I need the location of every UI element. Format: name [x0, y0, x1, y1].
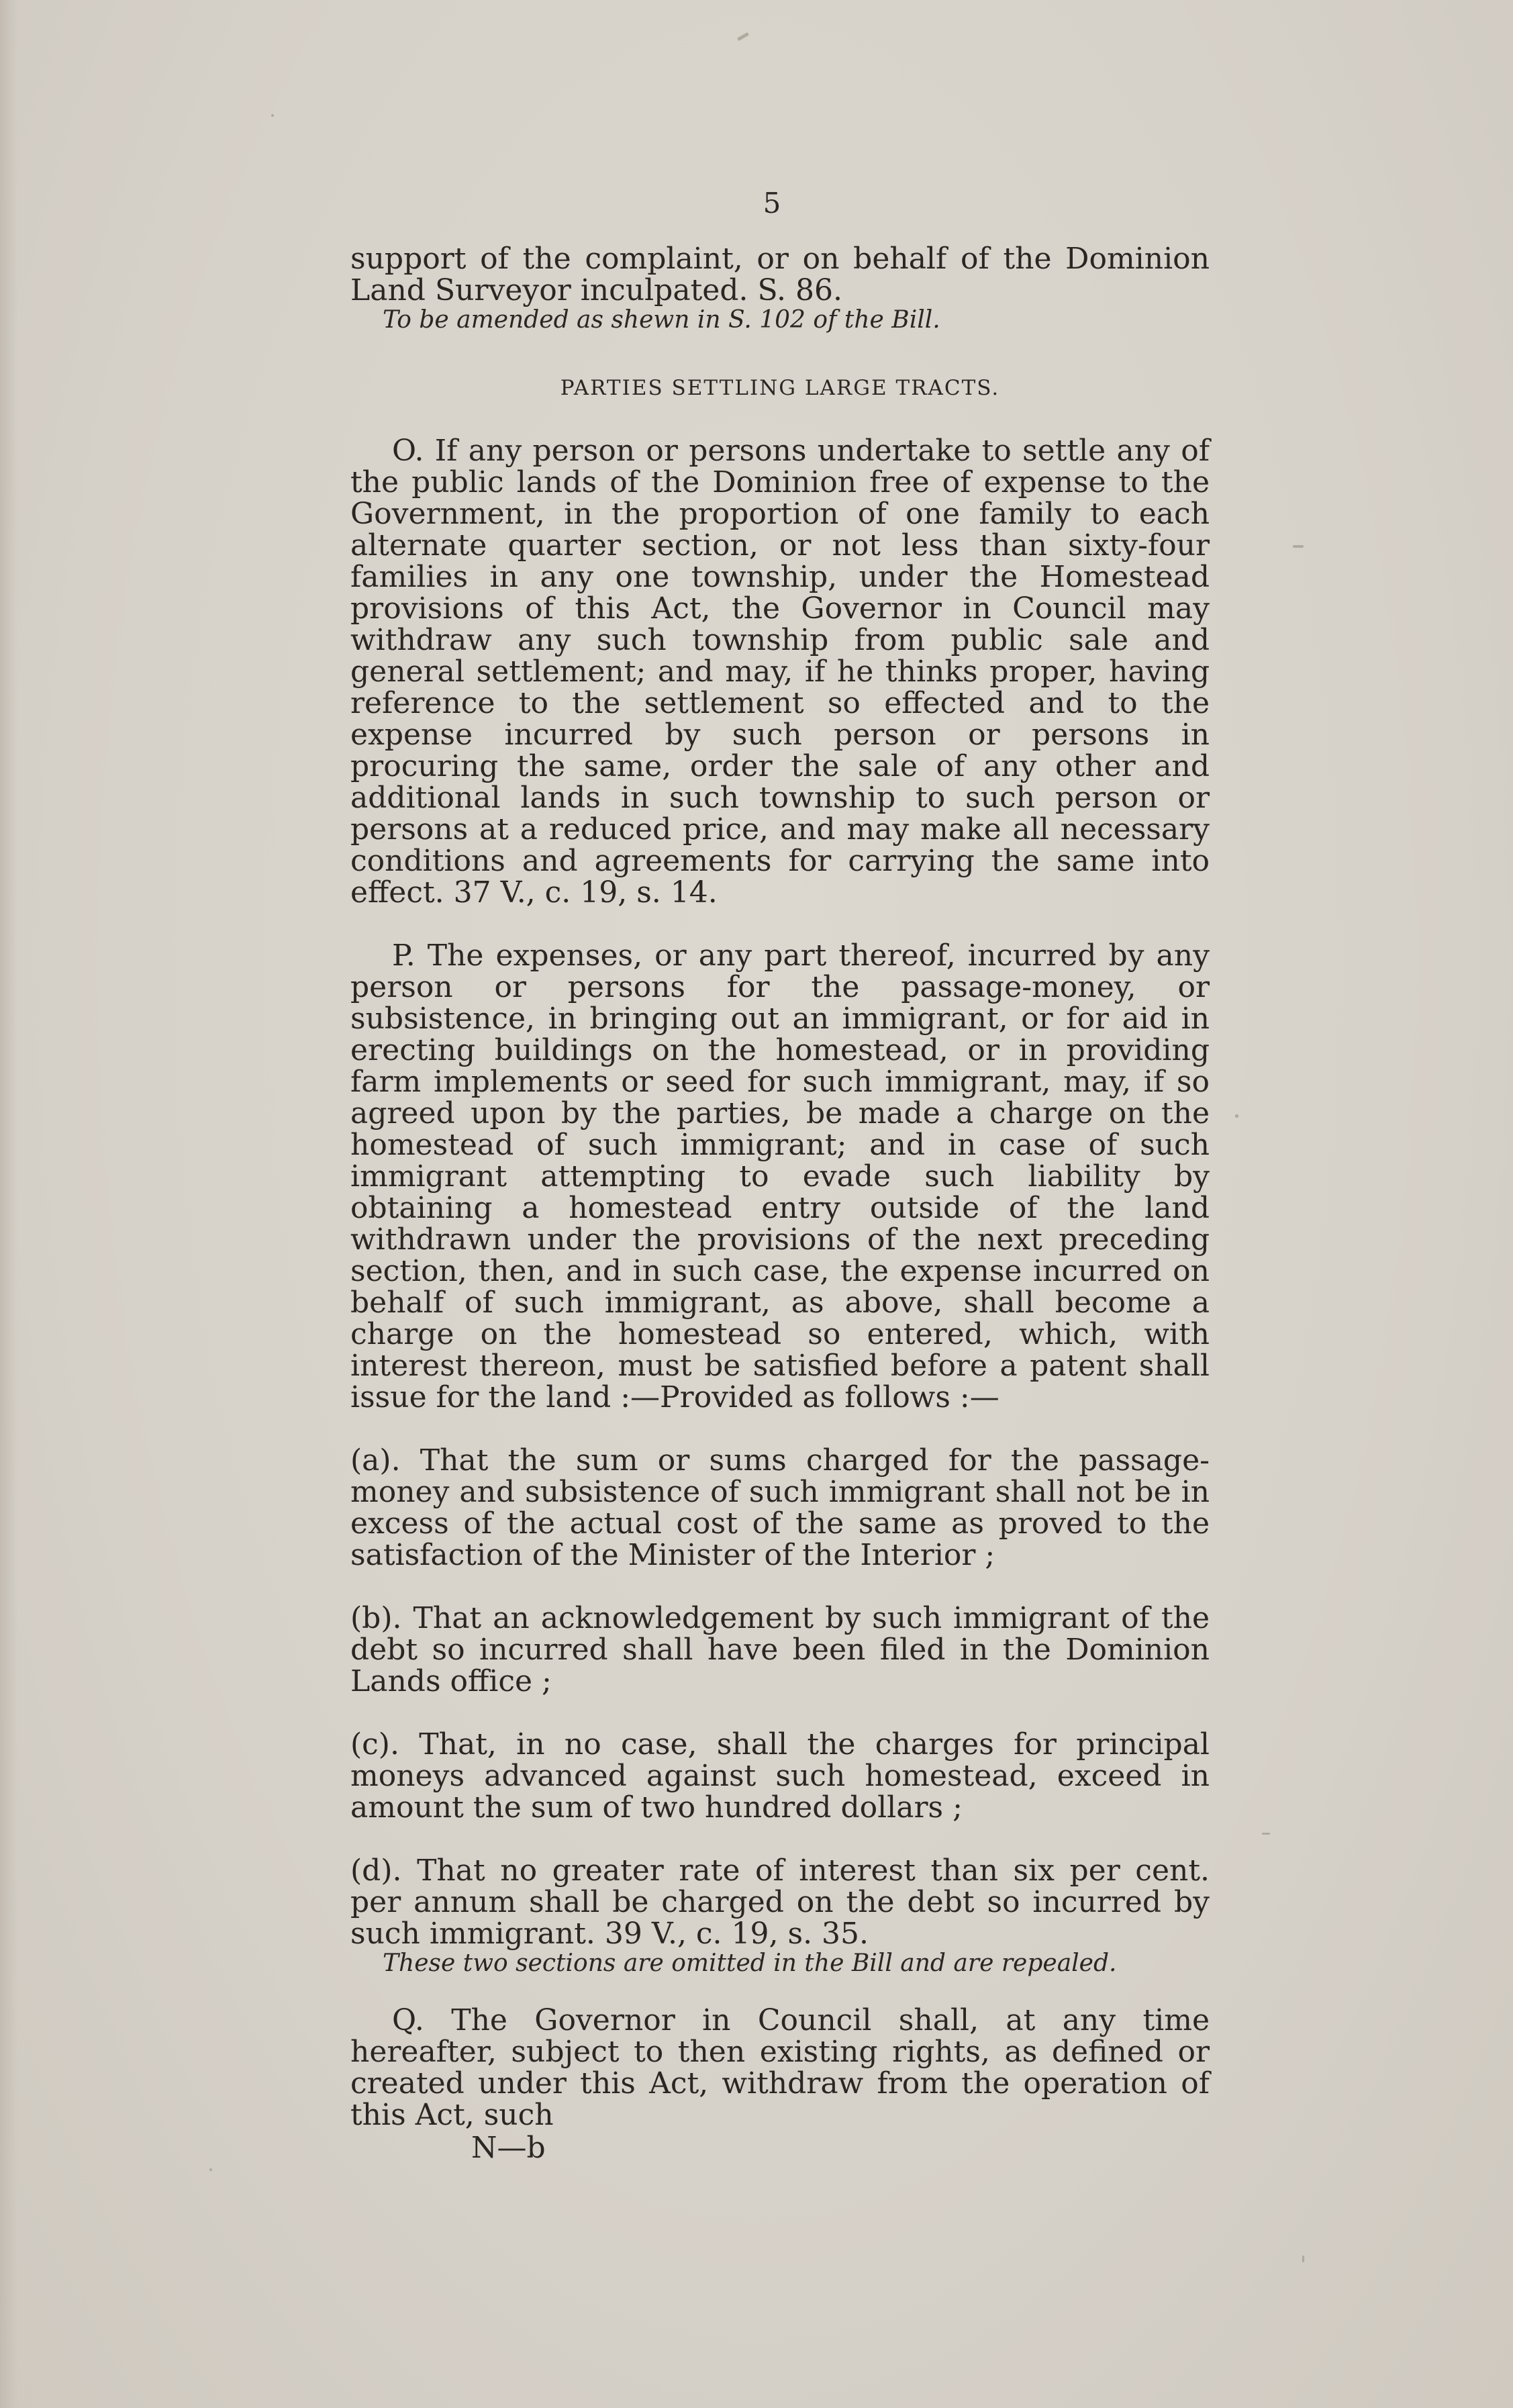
signature-mark: N—b [471, 2131, 546, 2165]
section-o-paragraph [350, 435, 1210, 908]
clause-b [350, 1602, 1210, 1697]
paper-speck [271, 114, 274, 117]
section-p-paragraph [350, 940, 1210, 1413]
clause-b-label: (b). [350, 1601, 402, 1635]
clause-a-label: (a). [350, 1443, 401, 1478]
section-o-text: O. If any person or persons undertake to settle any of the public lands of the Dominion free of expense to the Government, in the proportion of one family to each alternate quarter section, or not less than sixty-four families in any one township, under the Homestead provisions of this Act, the Governor in Council may withdraw any such township from public sale and general settlement; and may, if he thinks proper, having reference to the settlement so effected and to the expense incurred by such person or persons in procuring the same, order the sale of any other and additional lands in such township to such person or persons at a reduced price, and may make all necessary conditions and agreements for carrying the same into effect. 37 V., c. 19, s. 14. [350, 434, 1210, 910]
clause-a [350, 1445, 1210, 1571]
repeal-note: These two sections are omitted in the Bill and are repealed. [383, 1949, 1117, 1977]
clause-d-text: That no greater rate of interest than six per cent. per annum shall be charged on the debt so incurred by such immigrant. 39 V., c. 19, s. 35. [350, 1853, 1210, 1951]
clause-c [350, 1729, 1210, 1823]
amendment-note: To be amended as shewn in S. 102 of the Bill. [383, 306, 940, 334]
clause-a-text: That the sum or sums charged for the passage-money and subsistence of such immigrant shall not be in excess of the actual cost of the same as proved to the satisfaction of the Minister of the Interior ; [350, 1443, 1210, 1572]
section-q-text: Q. The Governor in Council shall, at any time hereafter, subject to then existing rights, as defined or created under this Act, withdraw from the operation of this Act, such [350, 2003, 1210, 2132]
section-heading: PARTIES SETTLING LARGE TRACTS. [560, 376, 1000, 400]
clause-d [350, 1855, 1210, 1949]
section-p-text: P. The expenses, or any part thereof, incurred by any person or persons for the passage-money, or subsistence, in bringing out an immigrant, or for aid in erecting buildings on the homestead, or in providing farm implements or seed for such immigrant, may, if so agreed upon by the parties, be made a charge on the homestead of such immigrant; and in case of such immigrant attempting to evade such liability by obtaining a homestead entry outside of the land withdrawn under the provisions of the next preceding section, then, and in such case, the expense incurred on behalf of such immigrant, as above, shall become a charge on the homestead so entered, which, with interest thereon, must be satisfied before a patent shall issue for the land :—Provided as follows :— [350, 938, 1210, 1414]
page-number: 5 [763, 187, 781, 220]
clause-c-text: That, in no case, shall the charges for principal moneys advanced against such homestead, exceed in amount the sum of two hundred dollars ; [350, 1727, 1210, 1825]
clause-c-label: (c). [350, 1727, 399, 1762]
paper-speck [1262, 1833, 1270, 1835]
page-edge-shadow [0, 0, 17, 2408]
clause-b-text: That an acknowledgement by such immigrant of the debt so incurred shall have been filed in the Dominion Lands office ; [350, 1601, 1210, 1698]
paper-speck [209, 2168, 212, 2171]
text-column [350, 243, 1210, 2165]
carry-over-paragraph: support of the complaint, or on behalf of the Dominion Land Surveyor inculpated. S. 86. [350, 242, 1210, 307]
paper-speck [737, 32, 749, 41]
paper-speck [1235, 1114, 1238, 1118]
clause-d-label: (d). [350, 1853, 402, 1888]
paper-speck [1302, 2256, 1304, 2262]
paper-speck [1293, 545, 1304, 548]
section-q-paragraph [350, 2005, 1210, 2131]
